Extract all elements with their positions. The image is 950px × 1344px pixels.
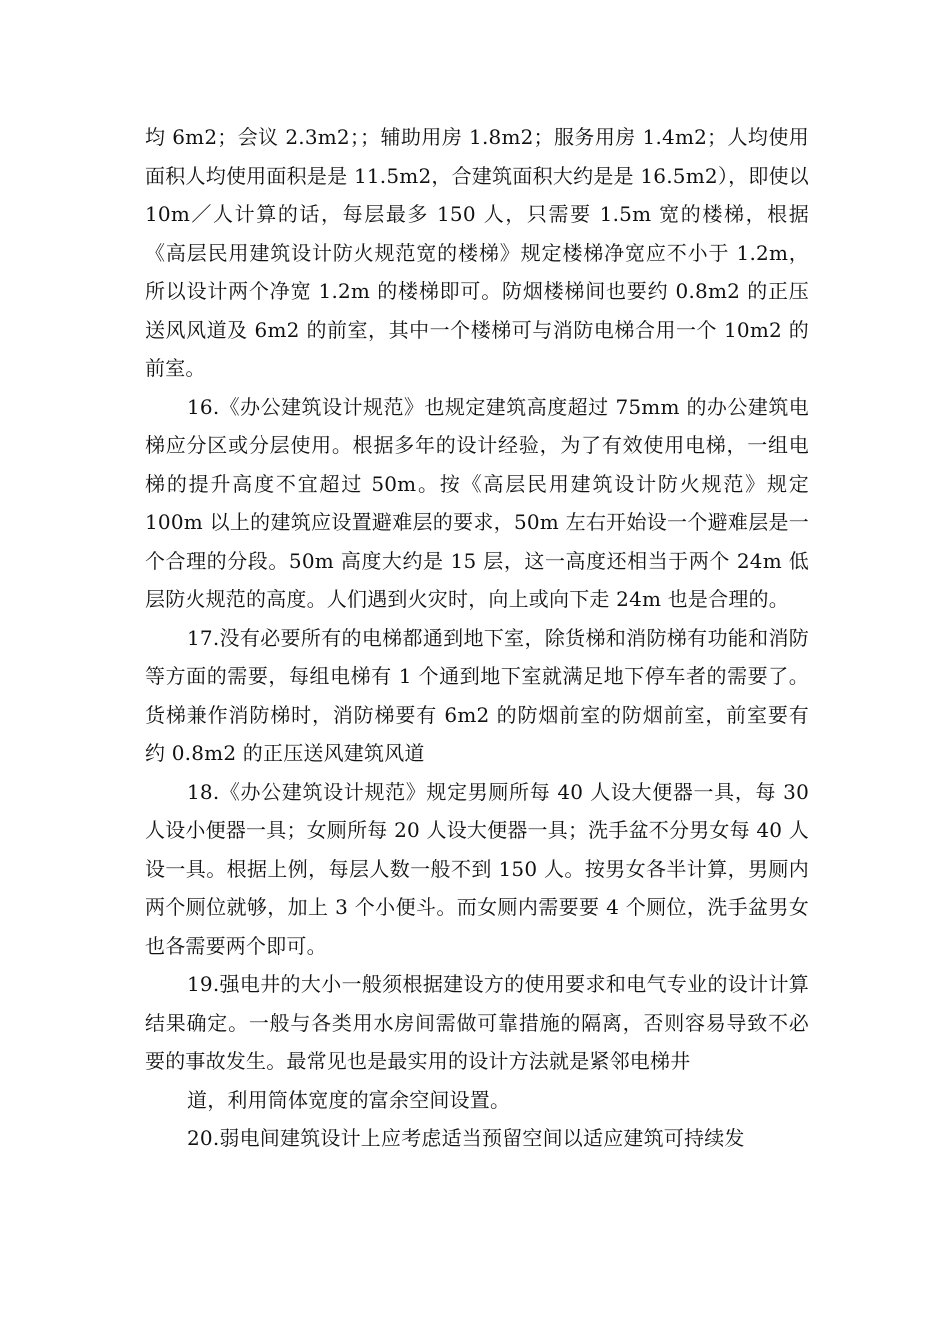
paragraph-17: 17.没有必要所有的电梯都通到地下室，除货梯和消防梯有功能和消防等方面的需要，每组电梯有 1 个通到地下室就满足地下停车者的需要了。货梯兼作消防梯时，消防梯要有 6m2 的防烟前室的防烟前室，前室要有约 0.8m2 的正压送风建筑风道 bbox=[145, 625, 809, 765]
paragraph-19: 19.强电井的大小一般须根据建设方的使用要求和电气专业的设计计算结果确定。一般与各类用水房间需做可靠措施的隔离，否则容易导致不必要的事故发生。最常见也是最实用的设计方法就是紧邻电梯井 bbox=[145, 972, 809, 1073]
paragraph-18: 18.《办公建筑设计规范》规定男厕所每 40 人设大便器一具，每 30 人设小便器一具；女厕所每 20 人设大便器一具；洗手盆不分男女每 40 人设一具。根据上例，每层人数一般不到 150 人。按男女各半计算，男厕内两个厕位就够，加上 3 个小便斗。而女厕内需要要 4 个厕位，洗手盆男女也各需要两个即可。 bbox=[145, 779, 809, 958]
document-body bbox=[145, 118, 809, 1158]
paragraph-19-continuation: 道，利用筒体宽度的富余空间设置。 bbox=[187, 1087, 511, 1112]
paragraph-continuation: 均 6m2；会议 2.3m2；；辅助用房 1.8m2；服务用房 1.4m2；人均使用面积人均使用面积是是 11.5m2，合建筑面积大约是是 16.5m2），即使以 10m／人计算的话，每层最多 150 人，只需要 1.5m 宽的楼梯，根据《高层民用建筑设计防火规范宽的楼梯》规定楼梯净宽应不小于 1.2m，所以设计两个净宽 1.2m 的楼梯即可。防烟楼梯间也要约 0.8m2 的正压送风风道及 6m2 的前室，其中一个楼梯可与消防电梯合用一个 10m2 的前室。 bbox=[145, 125, 809, 380]
paragraph-20: 20.弱电间建筑设计上应考虑适当预留空间以适应建筑可持续发 bbox=[187, 1126, 745, 1150]
paragraph-16: 16.《办公建筑设计规范》也规定建筑高度超过 75mm 的办公建筑电梯应分区或分层使用。根据多年的设计经验，为了有效使用电梯，一组电梯的提升高度不宜超过 50m。按《高层民用建筑设计防火规范》规定 100m 以上的建筑应设置避难层的要求，50m 左右开始设一个避难层是一个合理的分段。50m 高度大约是 15 层，这一高度还相当于两个 24m 低层防火规范的高度。人们遇到火灾时，向上或向下走 24m 也是合理的。 bbox=[145, 394, 809, 611]
